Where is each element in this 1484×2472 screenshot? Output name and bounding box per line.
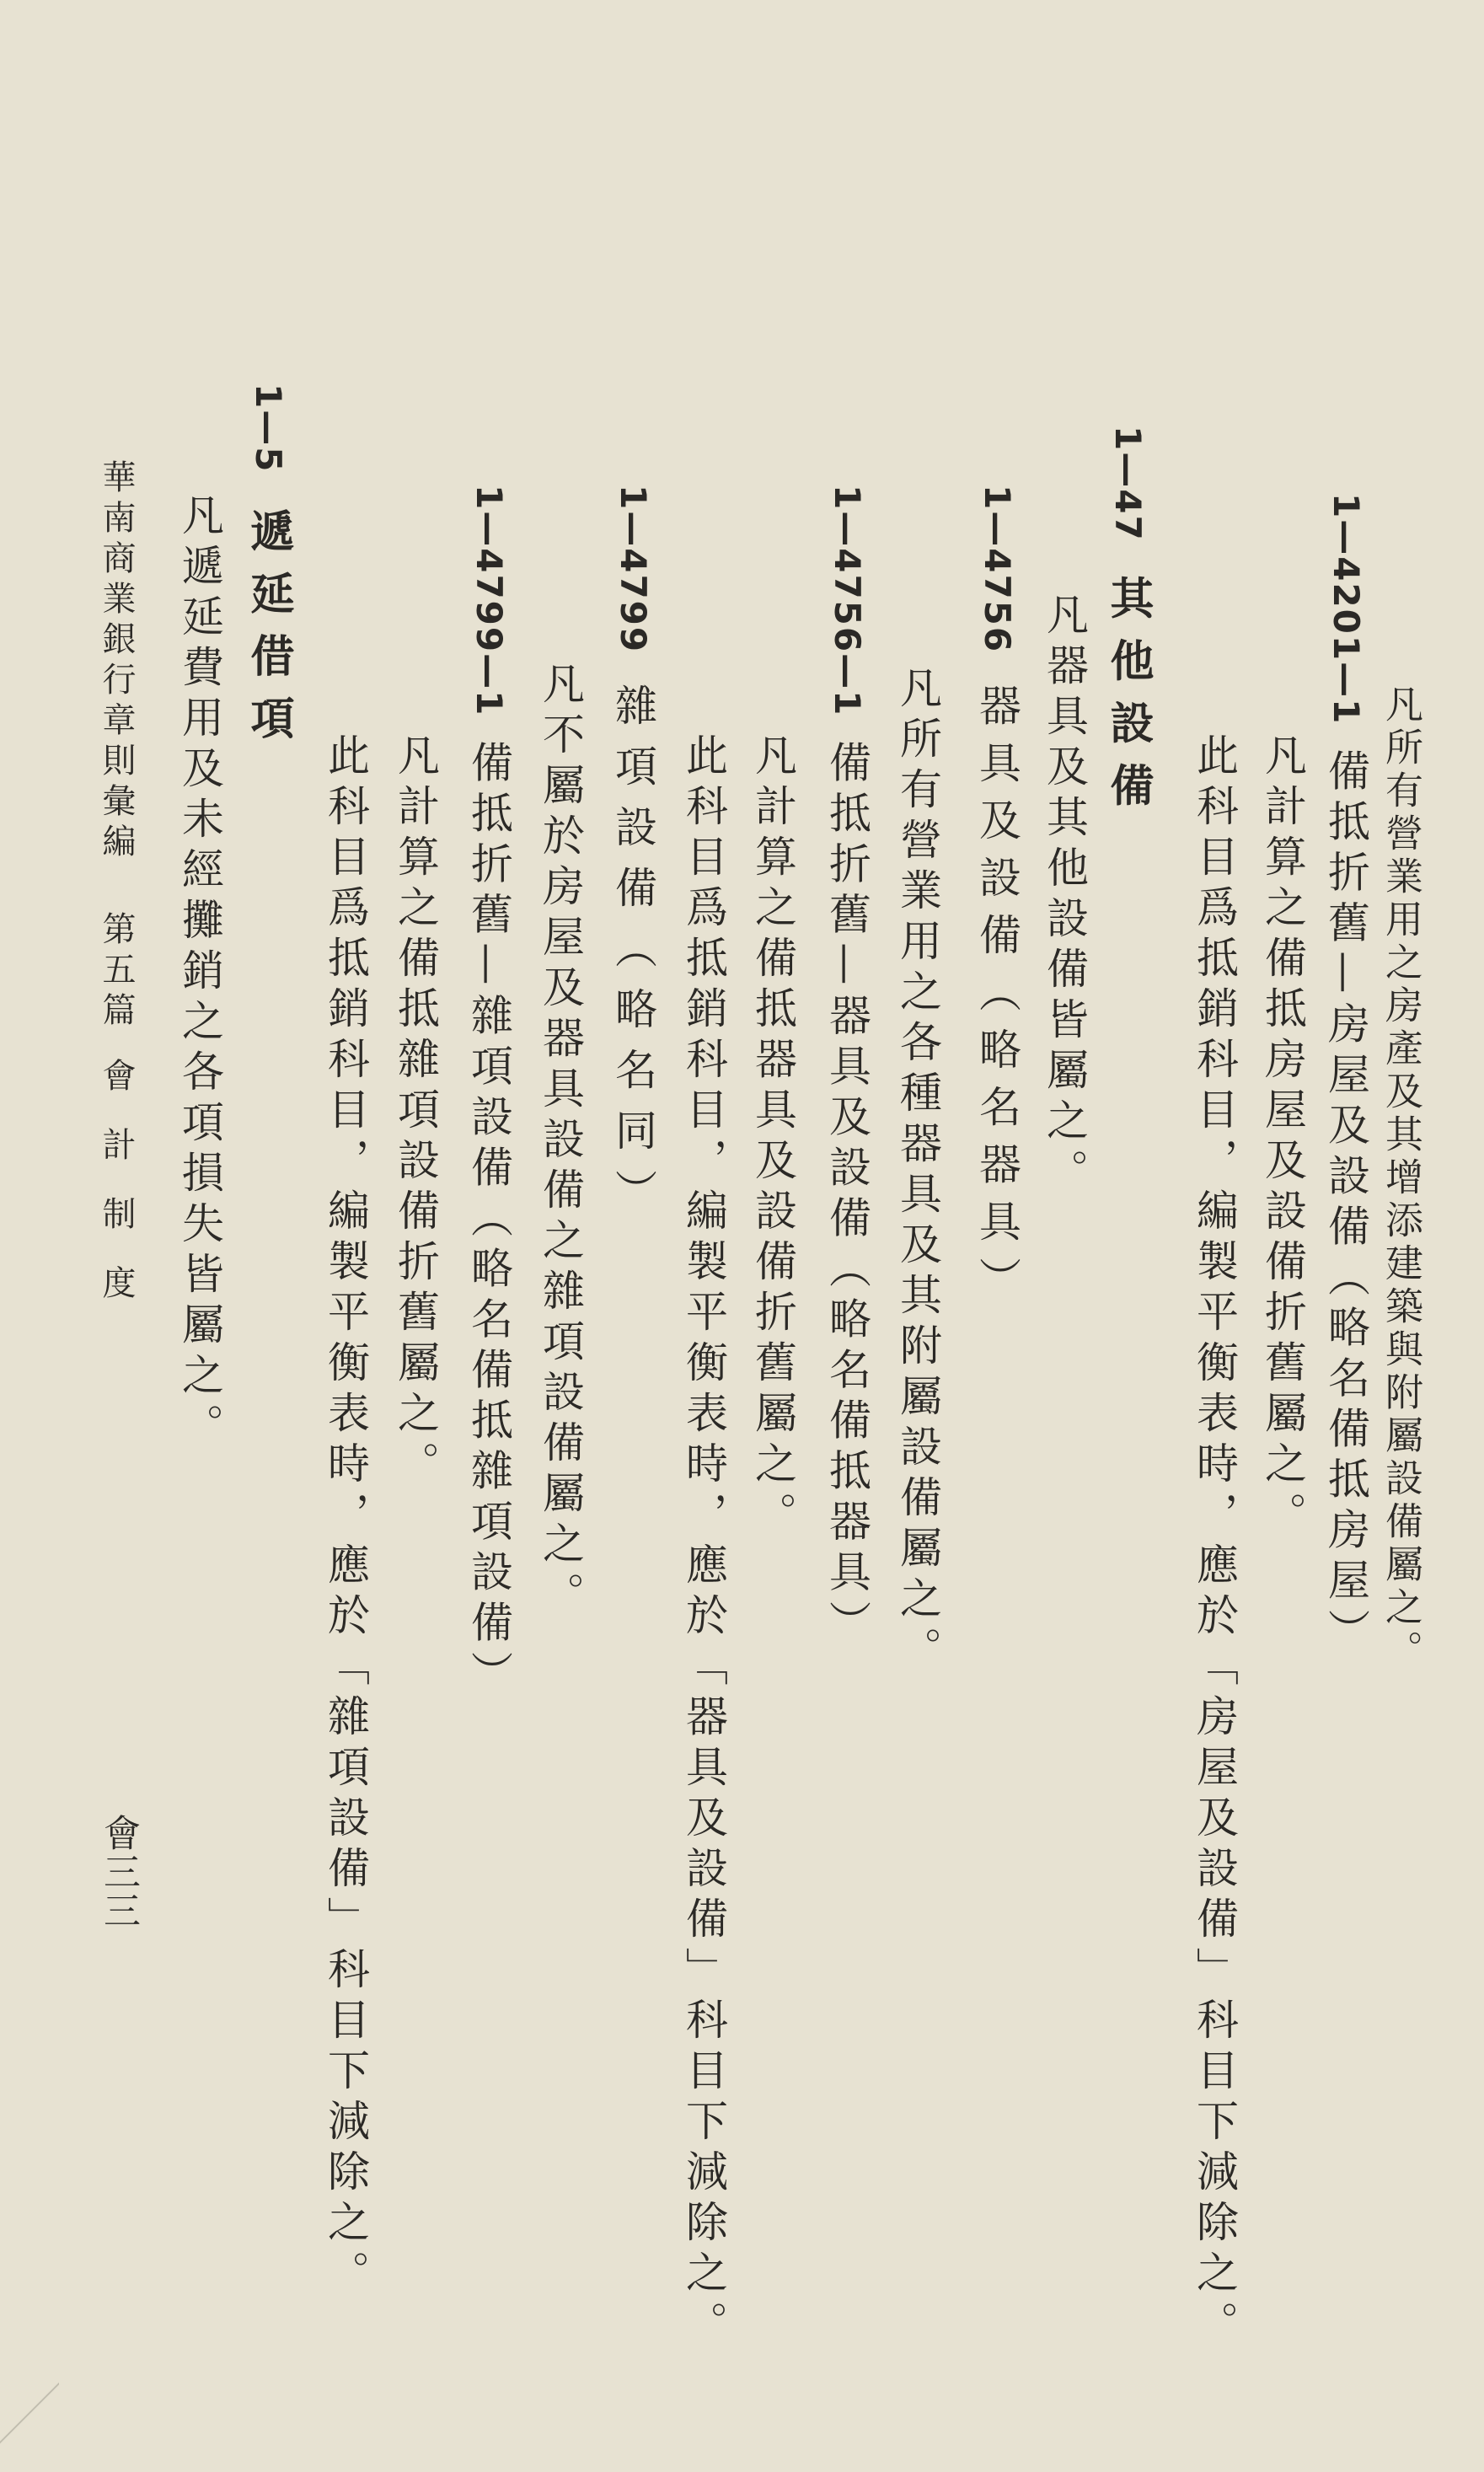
line-text: 凡計算之備抵房屋及設備折舊屬之。 <box>1258 733 1307 1542</box>
account-title: 遞延借項 <box>243 508 294 759</box>
page-corner-fold <box>0 2354 59 2472</box>
text-line-18 <box>175 493 224 1454</box>
text-line-16 <box>321 733 370 2301</box>
account-title: 雜項設備（略名同） <box>608 684 657 1231</box>
footer-chapter: 會計制度 <box>97 1058 136 1334</box>
account-code: 1—47 <box>1107 426 1149 542</box>
text-line-13 <box>536 662 585 1622</box>
line-text: 此科目爲抵銷科目，編製平衡表時，應於「器具及設備」科目下減除之。 <box>679 733 728 2351</box>
line-text: 凡計算之備抵器具及設備折舊屬之。 <box>748 733 797 1542</box>
text-line-5 <box>1102 426 1154 825</box>
footer-book-title: 華南商業銀行章則彙編 <box>97 459 136 864</box>
text-line-1 <box>1379 684 1423 1673</box>
line-text: 此科目爲抵銷科目，編製平衡表時，應於「房屋及設備」科目下減除之。 <box>1190 733 1239 2351</box>
account-code: 1—4799 <box>613 485 654 654</box>
text-line-11 <box>679 733 728 2351</box>
account-title: 其他設備 <box>1102 575 1154 825</box>
text-line-15 <box>391 733 440 1492</box>
text-line-14 <box>464 485 513 1702</box>
page-footer <box>97 459 136 1334</box>
text-line-6 <box>1040 593 1089 1199</box>
footer-section: 第五篇 <box>97 911 136 1032</box>
line-text: 凡不屬於房屋及器具設備之雜項設備屬之。 <box>536 662 585 1622</box>
text-line-8 <box>893 666 942 1677</box>
line-text: 凡所有營業用之各種器具及其附屬設備屬之。 <box>893 666 942 1677</box>
account-code: 1—4799—1 <box>469 485 510 717</box>
text-line-12 <box>608 485 657 1231</box>
account-code: 1—4201—1 <box>1326 493 1367 726</box>
account-title: 備抵折舊—房屋及設備（略名備抵房屋） <box>1321 748 1370 1660</box>
text-line-9 <box>822 485 871 1651</box>
text-line-7 <box>972 485 1021 1315</box>
text-line-17 <box>243 383 294 759</box>
account-title: 備抵折舊—器具及設備（略名備抵器具） <box>822 740 871 1651</box>
text-line-10 <box>748 733 797 1542</box>
line-text: 凡遞延費用及未經攤銷之各項損失皆屬之。 <box>175 493 224 1454</box>
account-title: 備抵折舊—雜項設備（略名備抵雜項設備） <box>464 740 513 1702</box>
text-line-4 <box>1190 733 1239 2351</box>
text-line-3 <box>1258 733 1307 1542</box>
account-title: 器具及設備（略名器具） <box>972 684 1021 1315</box>
line-text: 凡所有營業用之房產及其增添建築與附屬設備屬之。 <box>1379 684 1423 1673</box>
line-text: 凡計算之備抵雜項設備折舊屬之。 <box>391 733 440 1492</box>
line-text: 凡器具及其他設備皆屬之。 <box>1040 593 1089 1199</box>
line-text: 此科目爲抵銷科目，編製平衡表時，應於「雜項設備」科目下減除之。 <box>321 733 370 2301</box>
text-line-2 <box>1321 493 1370 1660</box>
account-code: 1—5 <box>248 383 289 474</box>
account-code: 1—4756 <box>977 485 1018 654</box>
account-code: 1—4756—1 <box>827 485 868 717</box>
page-number: 會三三 <box>97 1814 140 1930</box>
